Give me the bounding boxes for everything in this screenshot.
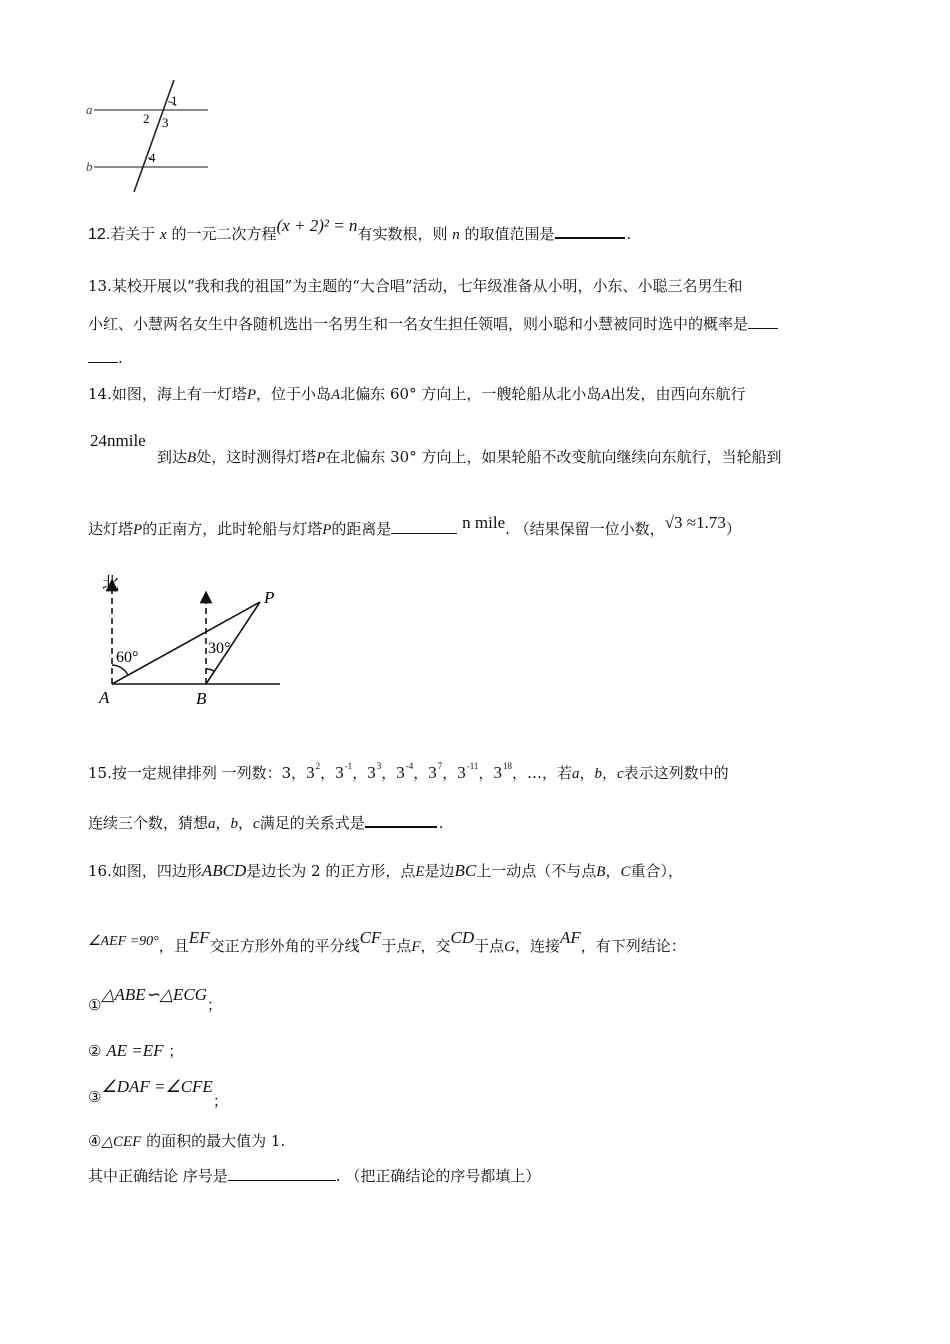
question-15-line-1: 15.按一定规律排列 一列数：3，$3^2$，$3^{-1}$，$3^3$，$3^{-4}$，$3^7$，$3^{-11}$，$3^{18}$，…，若a，b，c表示这列数中的 xyxy=(88,761,729,782)
angle-4-label: 4 xyxy=(149,150,156,165)
q14-text-1c: 北偏东 60° 方向上，一艘轮船从北小岛 xyxy=(340,385,602,403)
question-13-line-2-text: 小红、小慧两名女生中各随机选出一名男生和一名女生担任领唱，则小聪和小慧被同时选中的概率是 xyxy=(88,315,749,333)
question-12 xyxy=(88,216,632,251)
conclusion-4: ④△CEF 的面积的最大值为 1. xyxy=(88,1132,286,1150)
question-13-end: . xyxy=(118,349,123,367)
q16-text-1c: 是边 xyxy=(424,862,455,880)
q16-text-2f: ，连接 xyxy=(515,937,561,955)
question-14-line-3 xyxy=(88,513,741,539)
q16-text-1a: 16.如图，四边形 xyxy=(88,862,202,880)
q14-text-1b: ，位于小岛 xyxy=(256,385,332,403)
question-12-text-1: 若关于 xyxy=(110,225,156,243)
answer-blank-16 xyxy=(228,1166,336,1181)
question-16-line-2 xyxy=(88,928,686,956)
angle-60-label: 60° xyxy=(116,649,139,666)
unit-n-mile: n mile xyxy=(462,513,506,532)
segment-ef: EF xyxy=(188,928,210,947)
term-6: $3^{-11}$ xyxy=(457,761,479,782)
q14-text-2b: 处，这时测得灯塔 xyxy=(196,448,317,466)
point-g: G xyxy=(504,939,515,955)
question-14-line-2 xyxy=(157,446,782,467)
point-p-3: P xyxy=(133,522,143,538)
term-7: $3^{18}$ xyxy=(493,761,512,782)
answer-blank-13a xyxy=(748,314,778,329)
q14-text-3c: 的距离是 xyxy=(331,520,392,538)
conclusion-2: ② AE =EF ； xyxy=(88,1041,184,1060)
angle-equality: ∠DAF =∠CFE xyxy=(101,1077,213,1096)
segment-af: AF xyxy=(560,928,581,947)
conclusion-3: ③∠DAF =∠CFE； xyxy=(88,1077,228,1110)
answer-blank-14 xyxy=(391,519,457,534)
term-2: $3^{-1}$ xyxy=(335,761,353,782)
question-15-line-2: 连续三个数，猜想a，b，c满足的关系式是 . xyxy=(88,814,444,832)
side-bc: BC xyxy=(454,861,477,880)
var-a: a xyxy=(571,766,580,782)
q15-text-1b: ，…，若 xyxy=(511,764,572,782)
north-label: 北 xyxy=(102,574,119,593)
q16-text-2b: 交正方形外角的平分线 xyxy=(209,937,360,955)
q14-text-3e: ） xyxy=(725,520,741,538)
point-b-label: B xyxy=(196,689,207,708)
point-f: F xyxy=(411,939,421,955)
q14-text-2a: 到达 xyxy=(157,448,188,466)
question-13-line-1: 13.某校开展以“我和我的祖国”为主题的“大合唱”活动，七年级准备从小明，小东、小聪三名男生和 xyxy=(88,277,743,295)
answer-blank-15 xyxy=(365,812,437,828)
question-12-text-3: 有实数根，则 xyxy=(357,225,448,243)
q14-text-3b: 的正南方，此时轮船与灯塔 xyxy=(142,520,323,538)
var-n: n xyxy=(452,227,460,243)
q15-text-1a: 15.按一定规律排列 一列数：3， xyxy=(88,764,307,782)
var-b: b xyxy=(594,766,602,782)
point-p-label: P xyxy=(264,588,275,607)
distance-24nmile: 24nmile xyxy=(90,431,146,450)
answer-blank-13b xyxy=(88,348,118,363)
segment-cf: CF xyxy=(359,928,382,947)
q14-text-3a: 达灯塔 xyxy=(88,520,134,538)
term-1: $3^2$ xyxy=(306,761,321,782)
conclusion-1: ①△ABE∽△ECG； xyxy=(88,985,223,1014)
point-p-4: P xyxy=(322,522,332,538)
parallel-lines-figure xyxy=(82,72,212,197)
point-p-2: P xyxy=(316,450,326,466)
q15-text-2a: 连续三个数，猜想 xyxy=(88,814,209,832)
angle-30-label: 30° xyxy=(208,640,231,657)
question-12-text-4: 的取值范围是 xyxy=(464,225,555,243)
q15-text-2b: 满足的关系式是 xyxy=(259,814,365,832)
question-13-line-3 xyxy=(88,348,123,367)
var-c: c xyxy=(616,766,624,782)
q16-text-2c: 于点 xyxy=(381,937,412,955)
q16-text-2d: ，交 xyxy=(420,937,451,955)
term-4: $3^{-4}$ xyxy=(396,761,414,782)
point-b: B xyxy=(187,450,197,466)
sqrt3-approx: √3 ≈1.73 xyxy=(664,513,726,532)
segment-cd: CD xyxy=(450,928,475,947)
q16-text-1e: 重合）， xyxy=(630,862,683,880)
q16-text-1b: 是边长为 2 的正方形，点 xyxy=(246,862,416,880)
question-16-line-1: 16.如图，四边形ABCD是边长为 2 的正方形，点E是边BC上一动点（不与点B，C重合）， xyxy=(88,861,683,880)
line-a-label: a xyxy=(86,102,93,117)
point-p: P xyxy=(246,387,257,403)
point-e: E xyxy=(415,864,425,880)
point-a: A xyxy=(331,387,341,403)
angle-aef: ∠AEF =90° xyxy=(88,934,159,949)
ae-equals-ef: AE =EF xyxy=(106,1041,164,1060)
question-13-line-2 xyxy=(88,313,778,334)
angle-3-label: 3 xyxy=(162,115,169,130)
question-14-line-1 xyxy=(88,383,746,404)
question-12-number: 12. xyxy=(88,226,111,243)
q16-text-2a: ，且 xyxy=(158,937,189,955)
triangle-cef: △CEF xyxy=(101,1134,142,1150)
question-12-end: . xyxy=(626,225,632,243)
angle-2-label: 2 xyxy=(143,111,150,126)
point-a-2: A xyxy=(601,387,611,403)
line-b-label: b xyxy=(86,159,93,174)
q14-text-2c: 在北偏东 30° 方向上，如果轮船不改变航向继续向东航行，当轮船到 xyxy=(325,448,782,466)
q16-text-2e: 于点 xyxy=(474,937,505,955)
term-3: $3^3$ xyxy=(367,761,382,782)
q14-text-1a: 14.如图，海上有一灯塔 xyxy=(88,385,247,403)
q14-text-3d: . （结果保留一位小数， xyxy=(505,520,665,538)
var-x: x xyxy=(160,227,167,243)
answer-blank-12 xyxy=(555,223,625,239)
lighthouse-figure xyxy=(90,565,290,715)
equation: (x + 2)² = n xyxy=(276,216,358,235)
question-16-final: 其中正确结论 序号是 . （把正确结论的序号都填上） xyxy=(88,1167,541,1185)
q14-text-1d: 出发，由西向东航行 xyxy=(610,385,746,403)
term-5: $3^7$ xyxy=(428,761,443,782)
angle-1-label: 1 xyxy=(171,93,178,108)
question-12-text-2: 的一元二次方程 xyxy=(171,225,277,243)
q16-text-2g: ，有下列结论： xyxy=(580,937,686,955)
q15-text-1c: 表示这列数中的 xyxy=(623,764,729,782)
q16-text-1d: 上一动点（不与点 xyxy=(476,862,597,880)
point-a-label: A xyxy=(99,688,110,707)
similar-triangles: △ABE∽△ECG xyxy=(101,985,207,1004)
square-abcd: ABCD xyxy=(201,861,247,880)
